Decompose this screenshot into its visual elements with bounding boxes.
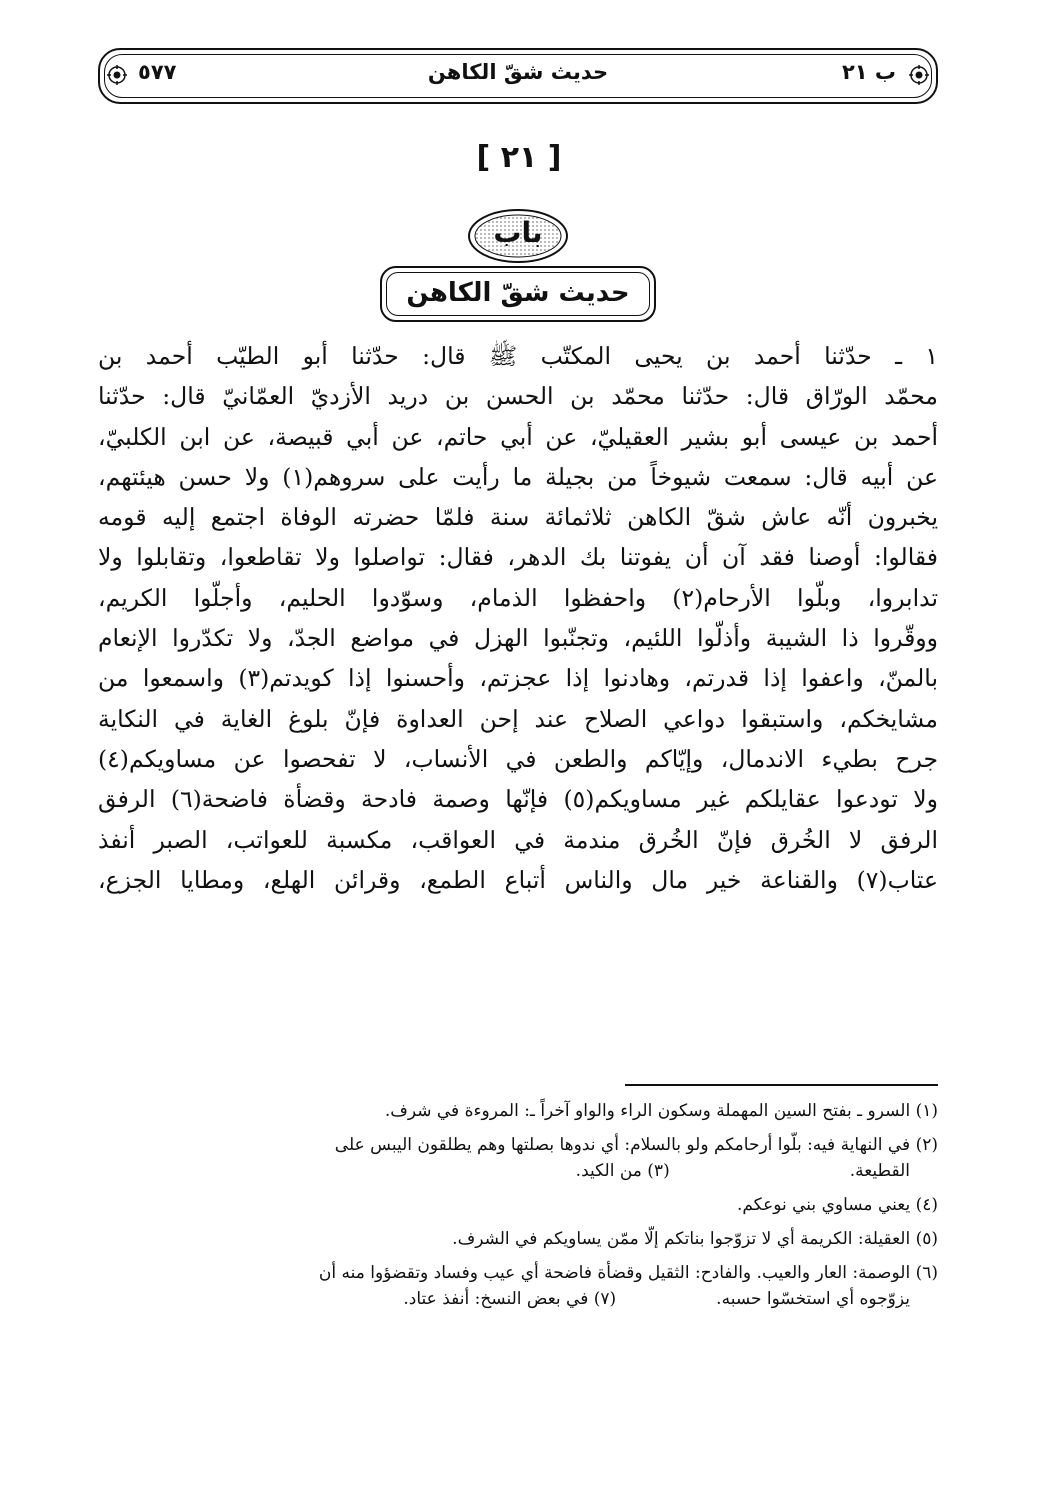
text-line: الرفق لا الخُرق فإنّ الخُرق مندمة في العواقب، مكسبة للعواتب، الصبر أنفذ — [98, 825, 938, 854]
text-line: تدابروا، وبلّوا الأرحام(٢) واحفظوا الذمام، وسوّدوا الحليم، وأجلّوا الكريم، — [98, 583, 938, 612]
text-line: ١ ـ حدّثنا أحمد بن يحيى المكتّب ﷺ قال: حدّثنا أبو الطيّب أحمد بن — [98, 342, 938, 370]
footnotes — [98, 1098, 938, 1320]
text-line: عتاب(٧) والقناعة خير مال والناس أتباع الطمع، وقرائن الهلع، ومطايا الجزع، — [98, 865, 938, 894]
page-number: ٥٧٧ — [138, 60, 177, 84]
footnote-3: (٣) من الكيد. — [575, 1161, 670, 1181]
footnote-7: (٧) في بعض النسخ: أنفذ عتاد. — [403, 1289, 617, 1309]
chapter-title: حديث شقّ الكاهن — [406, 278, 630, 308]
footnote-row — [98, 1158, 938, 1192]
text-line: ووقّروا ذا الشيبة وأذلّوا اللئيم، وتجنّبوا الهزل في مواضع الجدّ، ولا تكدّروا الإنعام — [98, 624, 938, 653]
text-line: فقالوا: أوصنا فقد آن أن يفوتنا بك الدهر، فقال: تواصلوا ولا تقاطعوا، وتقابلوا ولا — [98, 543, 938, 572]
footnote-4: (٤) يعني مساوي بني نوعكم. — [736, 1195, 938, 1215]
footnote-divider — [625, 1084, 938, 1086]
footnote-1: (١) السرو ـ بفتح السين المهملة وسكون الراء والواو آخراً ـ: المروءة في شرف. — [384, 1101, 938, 1121]
section-reference: ب ٢١ — [841, 60, 896, 84]
chapter-number: [ ٢١ ] — [476, 140, 562, 175]
main-text — [98, 336, 938, 900]
text-line: يخبرون أنّه عاش شقّ الكاهن ثلاثمائة سنة فلمّا حضرته الوفاة اجتمع إليه قومه — [98, 503, 938, 532]
footnote-row — [98, 1286, 938, 1320]
text-line: عن أبيه قال: سمعت شيوخاً من بجيلة ما رأيت على سروهم(١) ولا حسن هيئتهم، — [98, 462, 938, 491]
bab-badge — [467, 208, 569, 264]
text-line: ولا تودعوا عقايلكم غير مساويكم(٥) فإنّها وصمة فادحة وقضأة فاضحة(٦) الرفق — [98, 785, 938, 814]
footnote-2-continuation: القطيعة. — [849, 1161, 910, 1181]
footnote-2: (٢) في النهاية فيه: بلّوا أرحامكم ولو بالسلام: أي ندوها بصلتها وهم يطلقون اليبس على — [334, 1135, 938, 1155]
text-line: محمّد الورّاق قال: حدّثنا محمّد بن الحسن بن دريد الأزديّ العمّانيّ قال: حدّثنا — [98, 382, 938, 411]
footnote-6: (٦) الوصمة: العار والعيب. والفادح: الثقيل وقضأة فاضحة أي عيب وفساد وتقضؤوا منه أن — [318, 1263, 938, 1283]
text-line: جرح بطيء الاندمال، وإيّاكم والطعن في الأنساب، لا تفحصوا عن مساويكم(٤) — [98, 744, 938, 773]
running-title: حديث شقّ الكاهن — [427, 60, 609, 84]
text-line: بالمنّ، واعفوا إذا قدرتم، وهادنوا إذا عجزتم، وأحسنوا إذا كويدتم(٣) واسمعوا من — [98, 664, 938, 693]
running-header — [98, 48, 938, 104]
footnote-5: (٥) العقيلة: الكريمة أي لا تزوّجوا بناتكم إلّا ممّن يساويكم في الشرف. — [452, 1229, 938, 1249]
text-line: أحمد بن عيسى أبو بشير العقيليّ، عن أبي حاتم، عن أبي قبيصة، عن ابن الكلبيّ، — [98, 422, 938, 451]
footnote-6-continuation: يزوّجوه أي استخسّوا حسبه. — [716, 1289, 910, 1309]
text-line: مشايخكم، واستبقوا دواعي الصلاح عند إحن العداوة فإنّ بلوغ الغاية في النكاية — [98, 704, 938, 733]
chapter-title-box — [380, 266, 656, 322]
bab-label: باب — [493, 216, 543, 249]
